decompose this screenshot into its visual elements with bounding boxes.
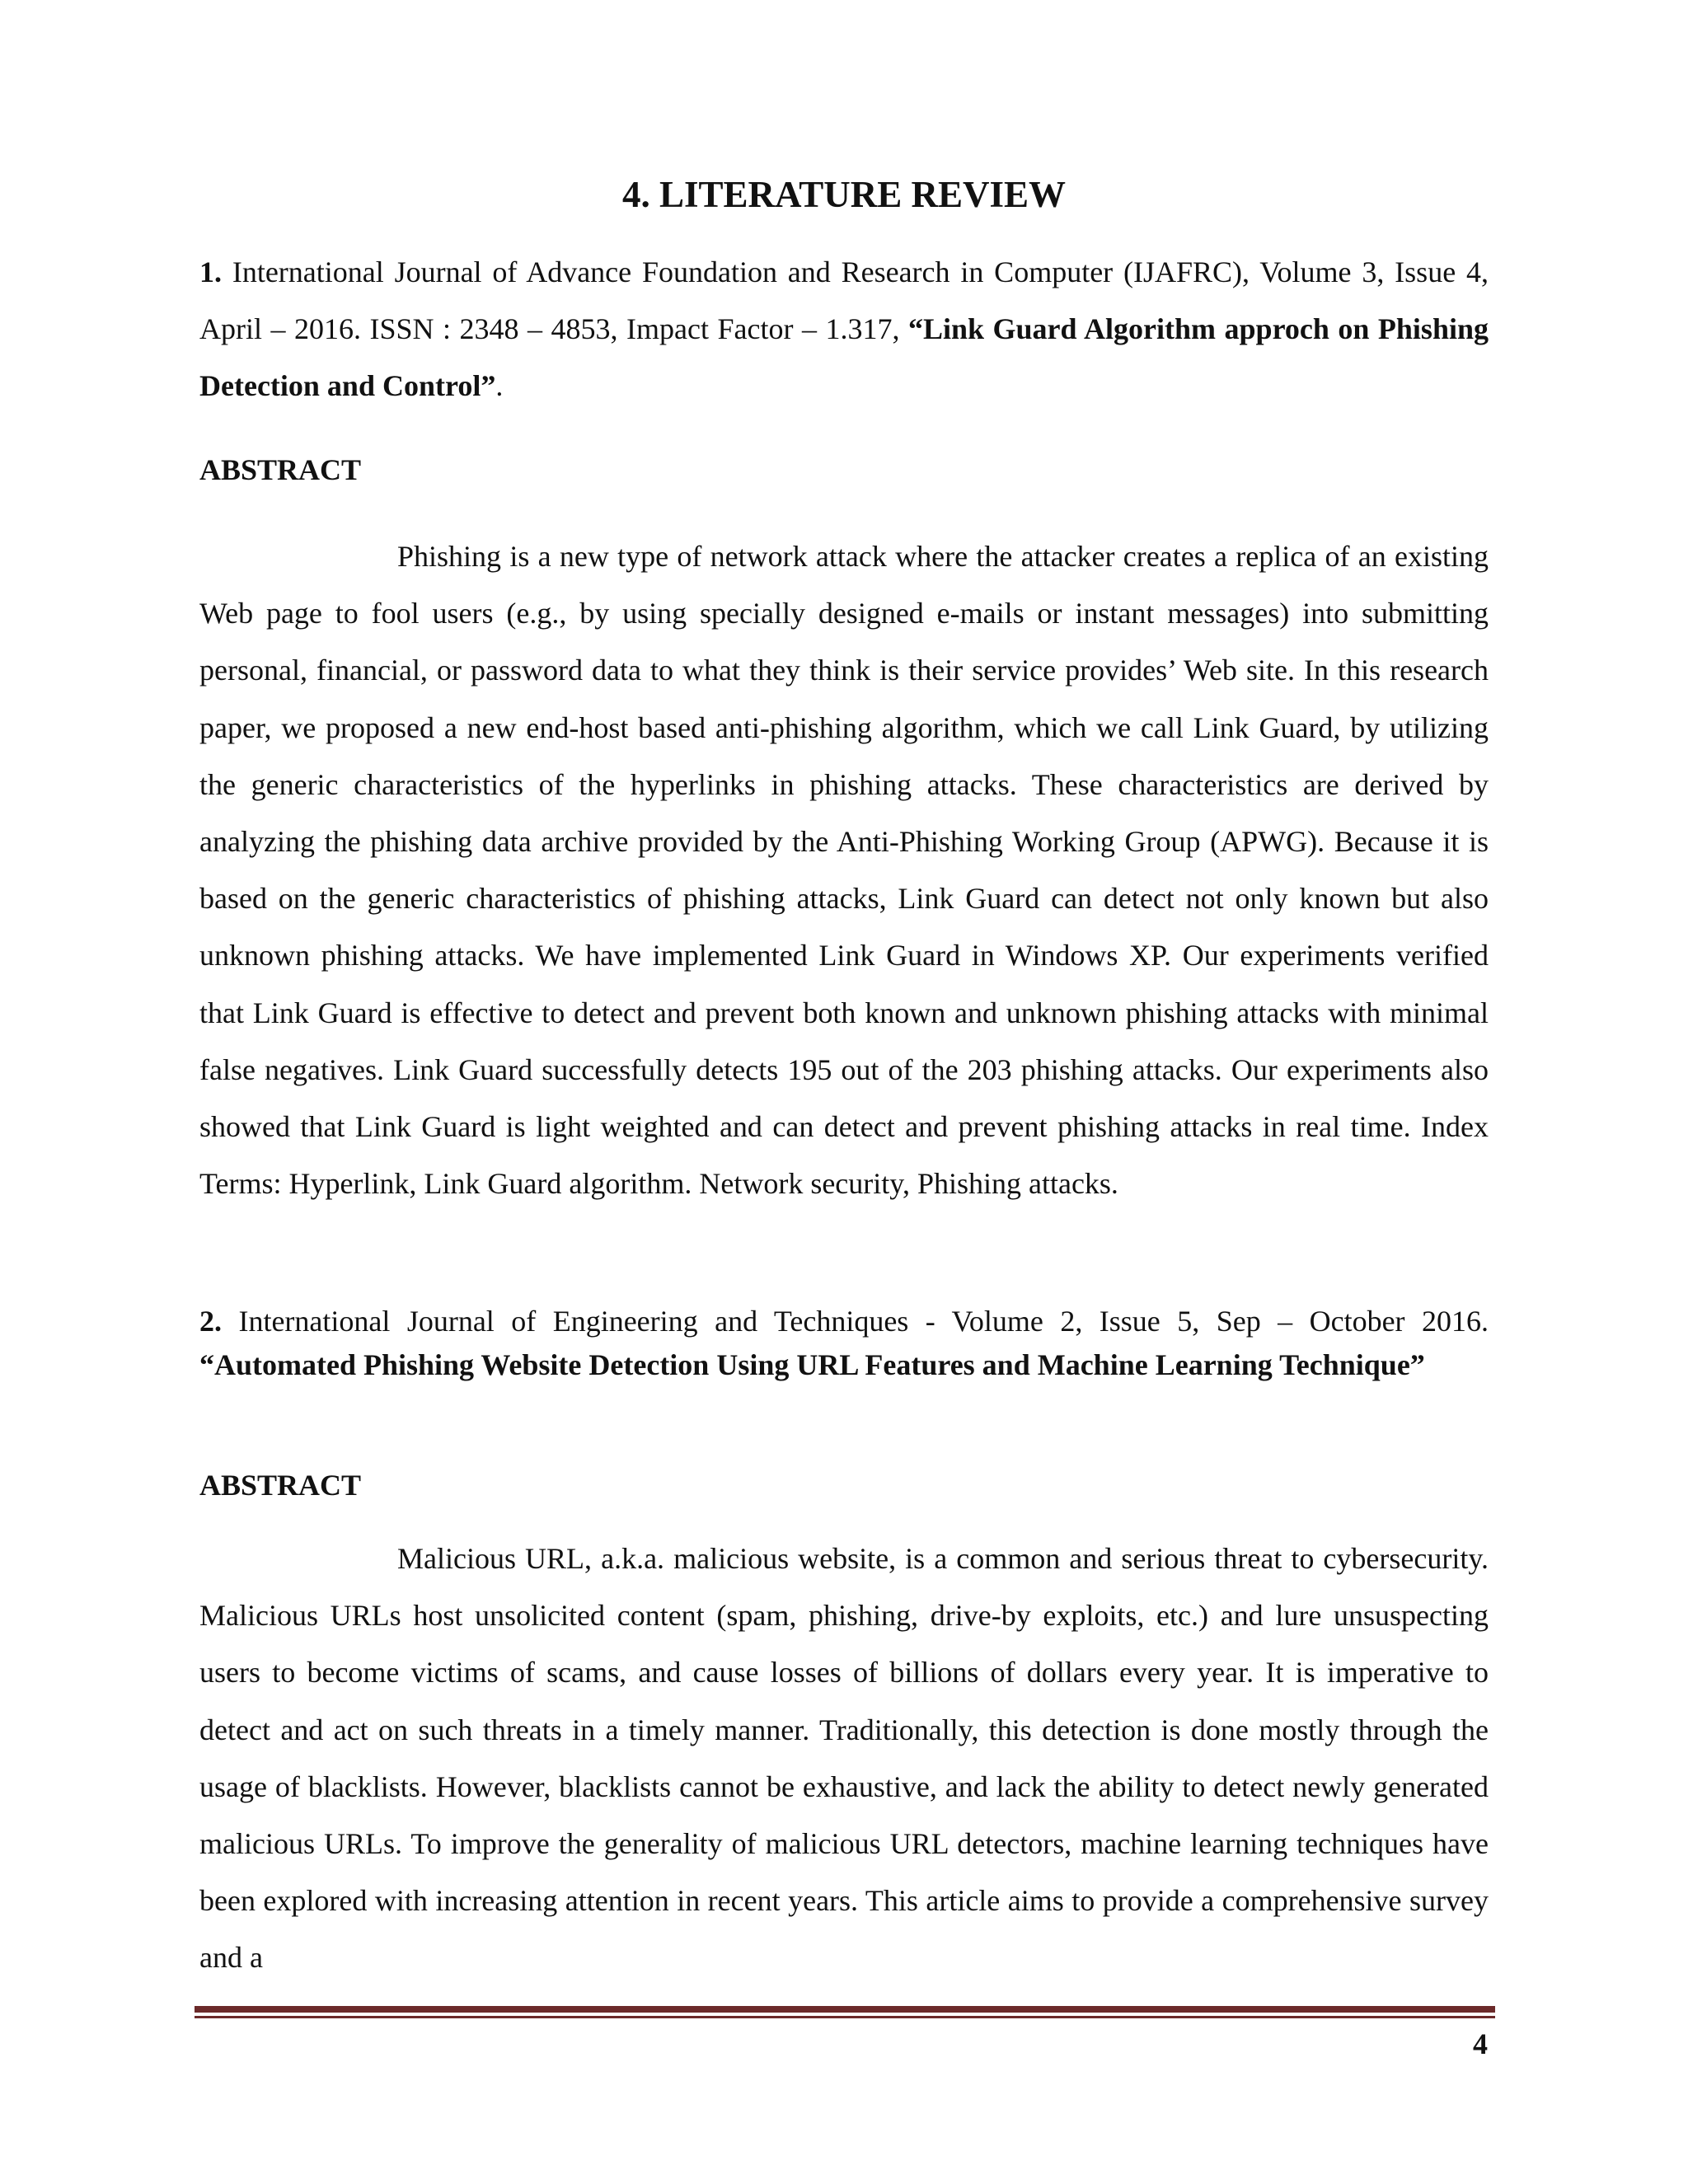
reference-trailing: .: [495, 369, 504, 402]
footer-rule-thin: [195, 2016, 1495, 2018]
reference-citation: International Journal of Engineering and Techniques - Volume 2, Issue 5, Sep – October 2016.: [222, 1305, 1489, 1338]
abstract-heading-2: ABSTRACT: [199, 1469, 362, 1502]
footer-rule-thick: [195, 2006, 1495, 2013]
abstract-paragraph-2: Malicious URL, a.k.a. malicious website, is a common and serious threat to cybersecurity. Malicious URLs host unsolicited content (spam, phishing, drive-by exploits, etc.) and lure unsuspecting users to become victims of scams, and cause losses of billions of dollars every year. It is imperative to detect and act on such threats in a timely manner. Traditionally, this detection is done mostly through the usage of blacklists. However, blacklists cannot be exhaustive, and lack the ability to detect newly generated malicious URLs. To improve the generality of malicious URL detectors, machine learning techniques have been explored with increasing attention in recent years. This article aims to provide a comprehensive survey and a: [199, 1542, 1489, 1975]
reference-citation: International Journal of Advance Foundation and Research in Computer (IJAFRC), Volume 3, Issue 4, April – 2016. ISSN : 2348 – 4853, Impact Factor – 1.317,: [199, 255, 1489, 345]
reference-1: [199, 244, 1489, 415]
page-number: 4: [1473, 2027, 1488, 2060]
abstract-heading-1: ABSTRACT: [199, 453, 362, 486]
abstract-paragraph-1: Phishing is a new type of network attack where the attacker creates a replica of an existing Web page to fool users (e.g., by using specially designed e-mails or instant messages) into submitting personal, financial, or password data to what they think is their service provides’ Web site. In this research paper, we proposed a new end-host based anti-phishing algorithm, which we call Link Guard, by utilizing the generic characteristics of the hyperlinks in phishing attacks. These characteristics are derived by analyzing the phishing data archive provided by the Anti-Phishing Working Group (APWG). Because it is based on the generic characteristics of phishing attacks, Link Guard can detect not only known but also unknown phishing attacks. We have implemented Link Guard in Windows XP. Our experiments verified that Link Guard is effective to detect and prevent both known and unknown phishing attacks with minimal false negatives. Link Guard successfully detects 195 out of the 203 phishing attacks. Our experiments also showed that Link Guard is light weighted and can detect and prevent phishing attacks in real time. Index Terms: Hyperlink, Link Guard algorithm. Network security, Phishing attacks.: [199, 540, 1489, 1201]
reference-number: 1.: [199, 255, 222, 288]
reference-paper-title: “Automated Phishing Website Detection Using URL Features and Machine Learning Technique”: [199, 1348, 1425, 1381]
reference-paper-title: “Link Guard Algorithm approch on Phishing Detection and Control”: [199, 312, 1489, 402]
reference-2: [199, 1300, 1489, 1387]
reference-number: 2.: [199, 1305, 222, 1338]
section-title: 4. LITERATURE REVIEW: [621, 174, 1067, 215]
